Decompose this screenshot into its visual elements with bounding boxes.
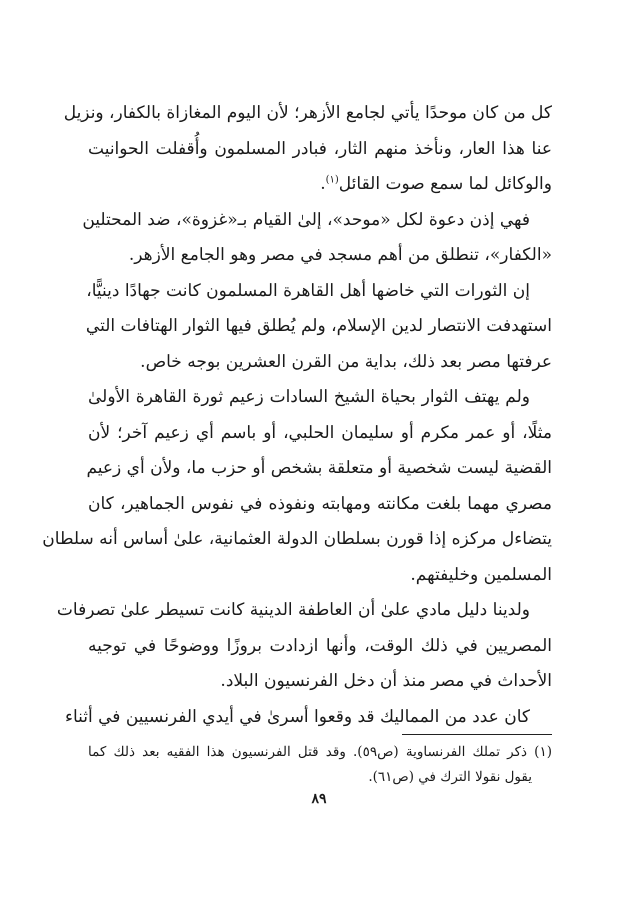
page-number: ٨٩ [311,791,327,807]
footnote-separator [402,734,552,735]
text-line: الأحداث في مصر منذ أن دخل الفرنسيون البلاد. [220,671,552,691]
text-line: استهدفت الانتصار لدين الإسلام، ولم يُطلق فيها الثوار الهتافات التي [85,316,552,336]
text-line: عرفتها مصر بعد ذلك، بداية من القرن العشرين بوجه خاص. [140,351,552,372]
text-line: فهي إذن دعوة لكل «موحد»، إلىٰ القيام بـ«غزوة»، ضد المحتلين [82,209,530,230]
paragraph [85,274,552,381]
footnote [88,740,552,790]
text-line: مثلًا، أو عمر مكرم أو سليمان الحلبي، أو باسم أي زعيم آخر؛ لأن [88,422,552,443]
text-line: ولدينا دليل مادي علىٰ أن العاطفة الدينية كانت تسيطر علىٰ تصرفات [56,600,530,620]
paragraph [56,593,552,700]
text-line: إن الثورات التي خاضها أهل القاهرة المسلمون كانت جهادًا دينيًّا، [86,280,530,301]
text-line: مصري مهما بلغت مكانته ومهابته ونفوذه في نفوس الجماهير، كان [88,493,552,514]
paragraph [64,700,552,736]
text-line: المسلمين وخليفتهم. [410,564,552,585]
text-line [88,167,552,203]
text-line: كان عدد من المماليك قد وقعوا أسرىٰ في أيدي الفرنسيين في أثناء [64,706,530,727]
text-line: «الكفار»، تنطلق من أهم مسجد في مصر وهو الجامع الأزهر. [128,245,552,265]
text-line-content: والوكائل لما سمع صوت القائل [338,174,552,194]
text-line: القضية ليست شخصية أو متعلقة بشخص أو حزب ما، ولأن أي زعيم [86,458,552,478]
footnote-line: (١) ذكر تملك الفرنساوية (ص٥٩). وقد قتل الفرنسيون هذا الفقيه بعد ذلك كما [88,744,552,760]
text-line: يتضاءل مركزه إذا قورن بسلطان الدولة العثمانية، علىٰ أساس أنه سلطان [42,529,552,549]
footnote-line: يقول نقولا الترك في (ص٦١). [368,769,532,785]
text-line: المصريين في ذلك الوقت، وأنها ازدادت بروزًا ووضوحًا في توجيه [88,635,552,656]
text-line: ولم يهتف الثوار بحياة الشيخ السادات زعيم ثورة القاهرة الأولىٰ [88,387,530,407]
main-text [42,96,552,735]
paragraph [63,96,552,203]
paragraph [42,380,552,593]
footnote-reference: (١) [325,174,339,186]
paragraph [82,203,552,274]
text-line: كل من كان موحدًا يأتي لجامع الأزهر؛ لأن اليوم المغازاة بالكفار، ونزيل [63,103,552,123]
text-line: عنا هذا العار، ونأخذ منهم الثار، فبادر المسلمون وأُقفلت الحوانيت [88,138,552,159]
sentence-end: . [320,174,326,194]
